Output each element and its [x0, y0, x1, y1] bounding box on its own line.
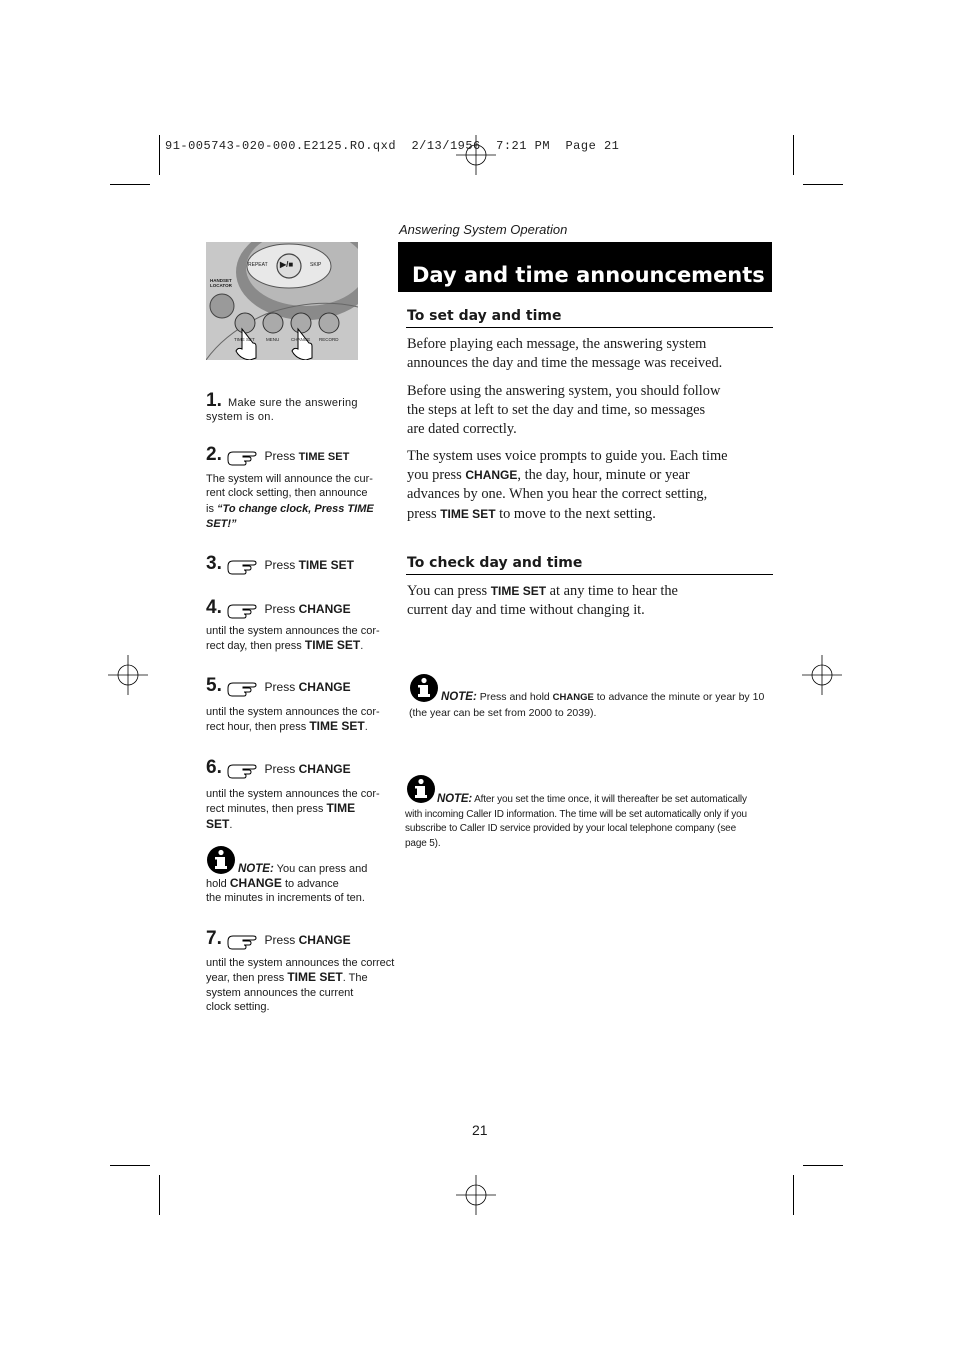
desc-line	[206, 501, 392, 516]
para-line: are dated correctly.	[407, 421, 517, 438]
press-label: Press	[264, 602, 296, 616]
note-2	[409, 690, 769, 720]
note-line: the minutes in increments of ten.	[206, 892, 365, 904]
desc-line	[206, 970, 396, 985]
desc-text: .	[229, 818, 233, 831]
para-text: You can press	[407, 583, 488, 599]
note-line	[409, 690, 769, 706]
desc-quote: SET!”	[206, 518, 237, 531]
crop-mark	[793, 1175, 794, 1215]
step-number: 4.	[206, 597, 222, 618]
note-text: Press and hold	[479, 691, 550, 703]
step-3	[206, 553, 396, 576]
note-line: with incoming Caller ID information. The time will be set automatically only if you	[405, 808, 747, 820]
step-number: 7.	[206, 928, 222, 949]
desc-line: clock setting.	[206, 1001, 270, 1014]
para-text: you press	[407, 467, 462, 484]
registration-mark	[108, 655, 148, 695]
timeset-label: TIME SET	[234, 337, 255, 342]
para-line: Before playing each message, the answering system	[407, 336, 707, 352]
desc-line	[206, 719, 392, 734]
note-text: to advance the minute or year by 10	[596, 691, 765, 703]
para-text: at any time to hear the	[549, 583, 678, 599]
pointing-hand-icon	[225, 931, 261, 951]
step-7-desc	[206, 956, 396, 1015]
para-text: , the day, hour, minute or year	[517, 467, 690, 484]
step-number: 6.	[206, 757, 222, 778]
note-left	[206, 862, 396, 905]
desc-line: until the system announces the cor-	[206, 706, 380, 718]
para-text: press	[407, 505, 437, 522]
note-text: After you set the time once, it will thereafter be set automatically	[474, 794, 747, 805]
print-header: 91-005743-020-000.E2125.RO.qxd 2/13/1956 7:21 PM Page 21	[165, 139, 620, 153]
note-3	[405, 792, 770, 851]
note-label: NOTE:	[437, 793, 473, 805]
desc-line	[206, 638, 392, 653]
note-line	[405, 792, 770, 808]
key-label: TIME SET	[298, 451, 350, 463]
note-line: subscribe to Caller ID service provided by your local telephone company (see	[405, 823, 736, 834]
registration-mark	[802, 655, 842, 695]
desc-text: rect minutes, then press	[206, 803, 324, 816]
note-key: CHANGE	[229, 876, 282, 890]
note-line	[206, 876, 396, 891]
desc-key: TIME SET	[304, 638, 361, 653]
key-label: CHANGE	[298, 933, 351, 947]
pointing-hand-icon	[225, 447, 261, 467]
repeat-label: REPEAT	[248, 262, 268, 268]
press-label: Press	[264, 449, 296, 463]
heading-rule	[406, 574, 773, 575]
para-key: CHANGE	[465, 468, 518, 483]
step-5-desc	[206, 705, 392, 735]
note-text: You can press and	[276, 863, 368, 875]
desc-key: SET	[206, 816, 230, 831]
desc-line: system announces the current	[206, 986, 354, 999]
para-key: TIME SET	[490, 584, 547, 598]
step-4	[206, 597, 396, 620]
registration-mark	[456, 1175, 496, 1215]
press-label: Press	[264, 558, 296, 572]
desc-text: .	[360, 640, 364, 653]
section-heading-set: To set day and time	[407, 308, 562, 324]
crop-mark	[803, 184, 843, 185]
key-label: TIME SET	[298, 558, 354, 572]
crop-mark	[159, 135, 160, 175]
note-line	[206, 862, 396, 876]
note-line: (the year can be set from 2000 to 2039).	[409, 706, 597, 719]
pointing-hand-icon	[225, 556, 261, 576]
set-paragraph-3	[407, 447, 775, 524]
para-line: advances by one. When you hear the correct setting,	[407, 486, 708, 503]
para-text: to move to the next setting.	[499, 505, 656, 522]
desc-line	[206, 801, 392, 816]
set-paragraph-1	[407, 335, 775, 373]
step-number: 5.	[206, 675, 222, 696]
step-2-desc	[206, 472, 392, 532]
locator-label: LOCATOR	[210, 283, 232, 288]
desc-line: until the system announces the correct	[206, 957, 395, 969]
page-number: 21	[472, 1122, 488, 1138]
record-label: RECORD	[319, 337, 339, 342]
para-line	[407, 505, 775, 524]
note-label: NOTE:	[238, 863, 274, 875]
device-illustration	[206, 242, 358, 360]
step-7	[206, 928, 396, 951]
note-text: to advance	[284, 878, 339, 890]
heading-rule	[406, 327, 773, 328]
para-line: The system uses voice prompts to guide you. Each time	[407, 448, 728, 464]
desc-line: until the system announces the cor-	[206, 788, 380, 800]
step-2	[206, 444, 396, 467]
step-6	[206, 757, 396, 780]
set-paragraph-2	[407, 382, 775, 440]
section-header: Answering System Operation	[399, 222, 568, 237]
desc-text: rect day, then press	[206, 640, 302, 653]
step-number: 3.	[206, 553, 222, 574]
desc-text: year, then press	[206, 972, 285, 985]
desc-key: TIME SET	[287, 970, 343, 985]
key-label: CHANGE	[298, 680, 351, 694]
press-label: Press	[264, 762, 296, 776]
desc-text: is	[206, 502, 214, 515]
desc-quote: “To change clock, Press TIME	[217, 502, 374, 515]
play-stop-icon: ▶/■	[280, 260, 294, 269]
key-label: CHANGE	[298, 602, 351, 616]
pointing-hand-icon	[225, 678, 261, 698]
para-line: Before using the answering system, you should follow	[407, 383, 721, 399]
para-line: the steps at left to set the day and time, so messages	[407, 402, 706, 419]
press-label: Press	[264, 933, 296, 947]
pointing-hand-icon	[225, 760, 261, 780]
desc-key: TIME SET	[309, 719, 365, 734]
crop-mark	[793, 135, 794, 175]
desc-key: TIME	[326, 801, 356, 816]
crop-mark	[159, 1175, 160, 1215]
handset-label: HANDSET	[210, 278, 232, 283]
desc-line: until the system announces the cor-	[206, 625, 380, 637]
step-number: 2.	[206, 444, 222, 465]
note-line: page 5).	[405, 837, 441, 849]
step-number: 1.	[206, 390, 222, 411]
section-heading-check: To check day and time	[407, 555, 583, 571]
check-paragraph	[407, 582, 775, 620]
step-1-text: Make sure the answering system is on.	[206, 397, 358, 424]
para-line: current day and time without changing it.	[407, 602, 645, 619]
crop-mark	[803, 1165, 843, 1166]
para-line	[407, 466, 775, 485]
page-title: Day and time announcements	[412, 263, 765, 287]
crop-mark	[110, 1165, 150, 1166]
desc-text: rect hour, then press	[206, 721, 307, 734]
crop-mark	[110, 184, 150, 185]
para-line	[407, 582, 775, 601]
menu-label: MENU	[266, 337, 280, 342]
desc-line	[206, 817, 392, 832]
step-6-desc	[206, 787, 392, 832]
note-key: CHANGE	[552, 692, 594, 703]
desc-text: . The	[342, 972, 368, 985]
note-label: NOTE:	[441, 691, 477, 703]
press-label: Press	[264, 680, 296, 694]
desc-text: .	[364, 721, 368, 734]
change-label: CHANGE	[291, 337, 311, 342]
note-text: hold	[206, 878, 227, 890]
desc-line: The system will announce the cur-	[206, 473, 373, 485]
para-key: TIME SET	[440, 506, 496, 521]
skip-label: SKIP	[310, 262, 322, 268]
para-line: announces the day and time the message was received.	[407, 355, 723, 372]
desc-line: rent clock setting, then announce	[206, 487, 368, 500]
key-label: CHANGE	[298, 762, 351, 776]
step-5	[206, 675, 396, 698]
desc-line	[206, 516, 392, 531]
pointing-hand-icon	[225, 600, 261, 620]
step-4-desc	[206, 624, 392, 654]
